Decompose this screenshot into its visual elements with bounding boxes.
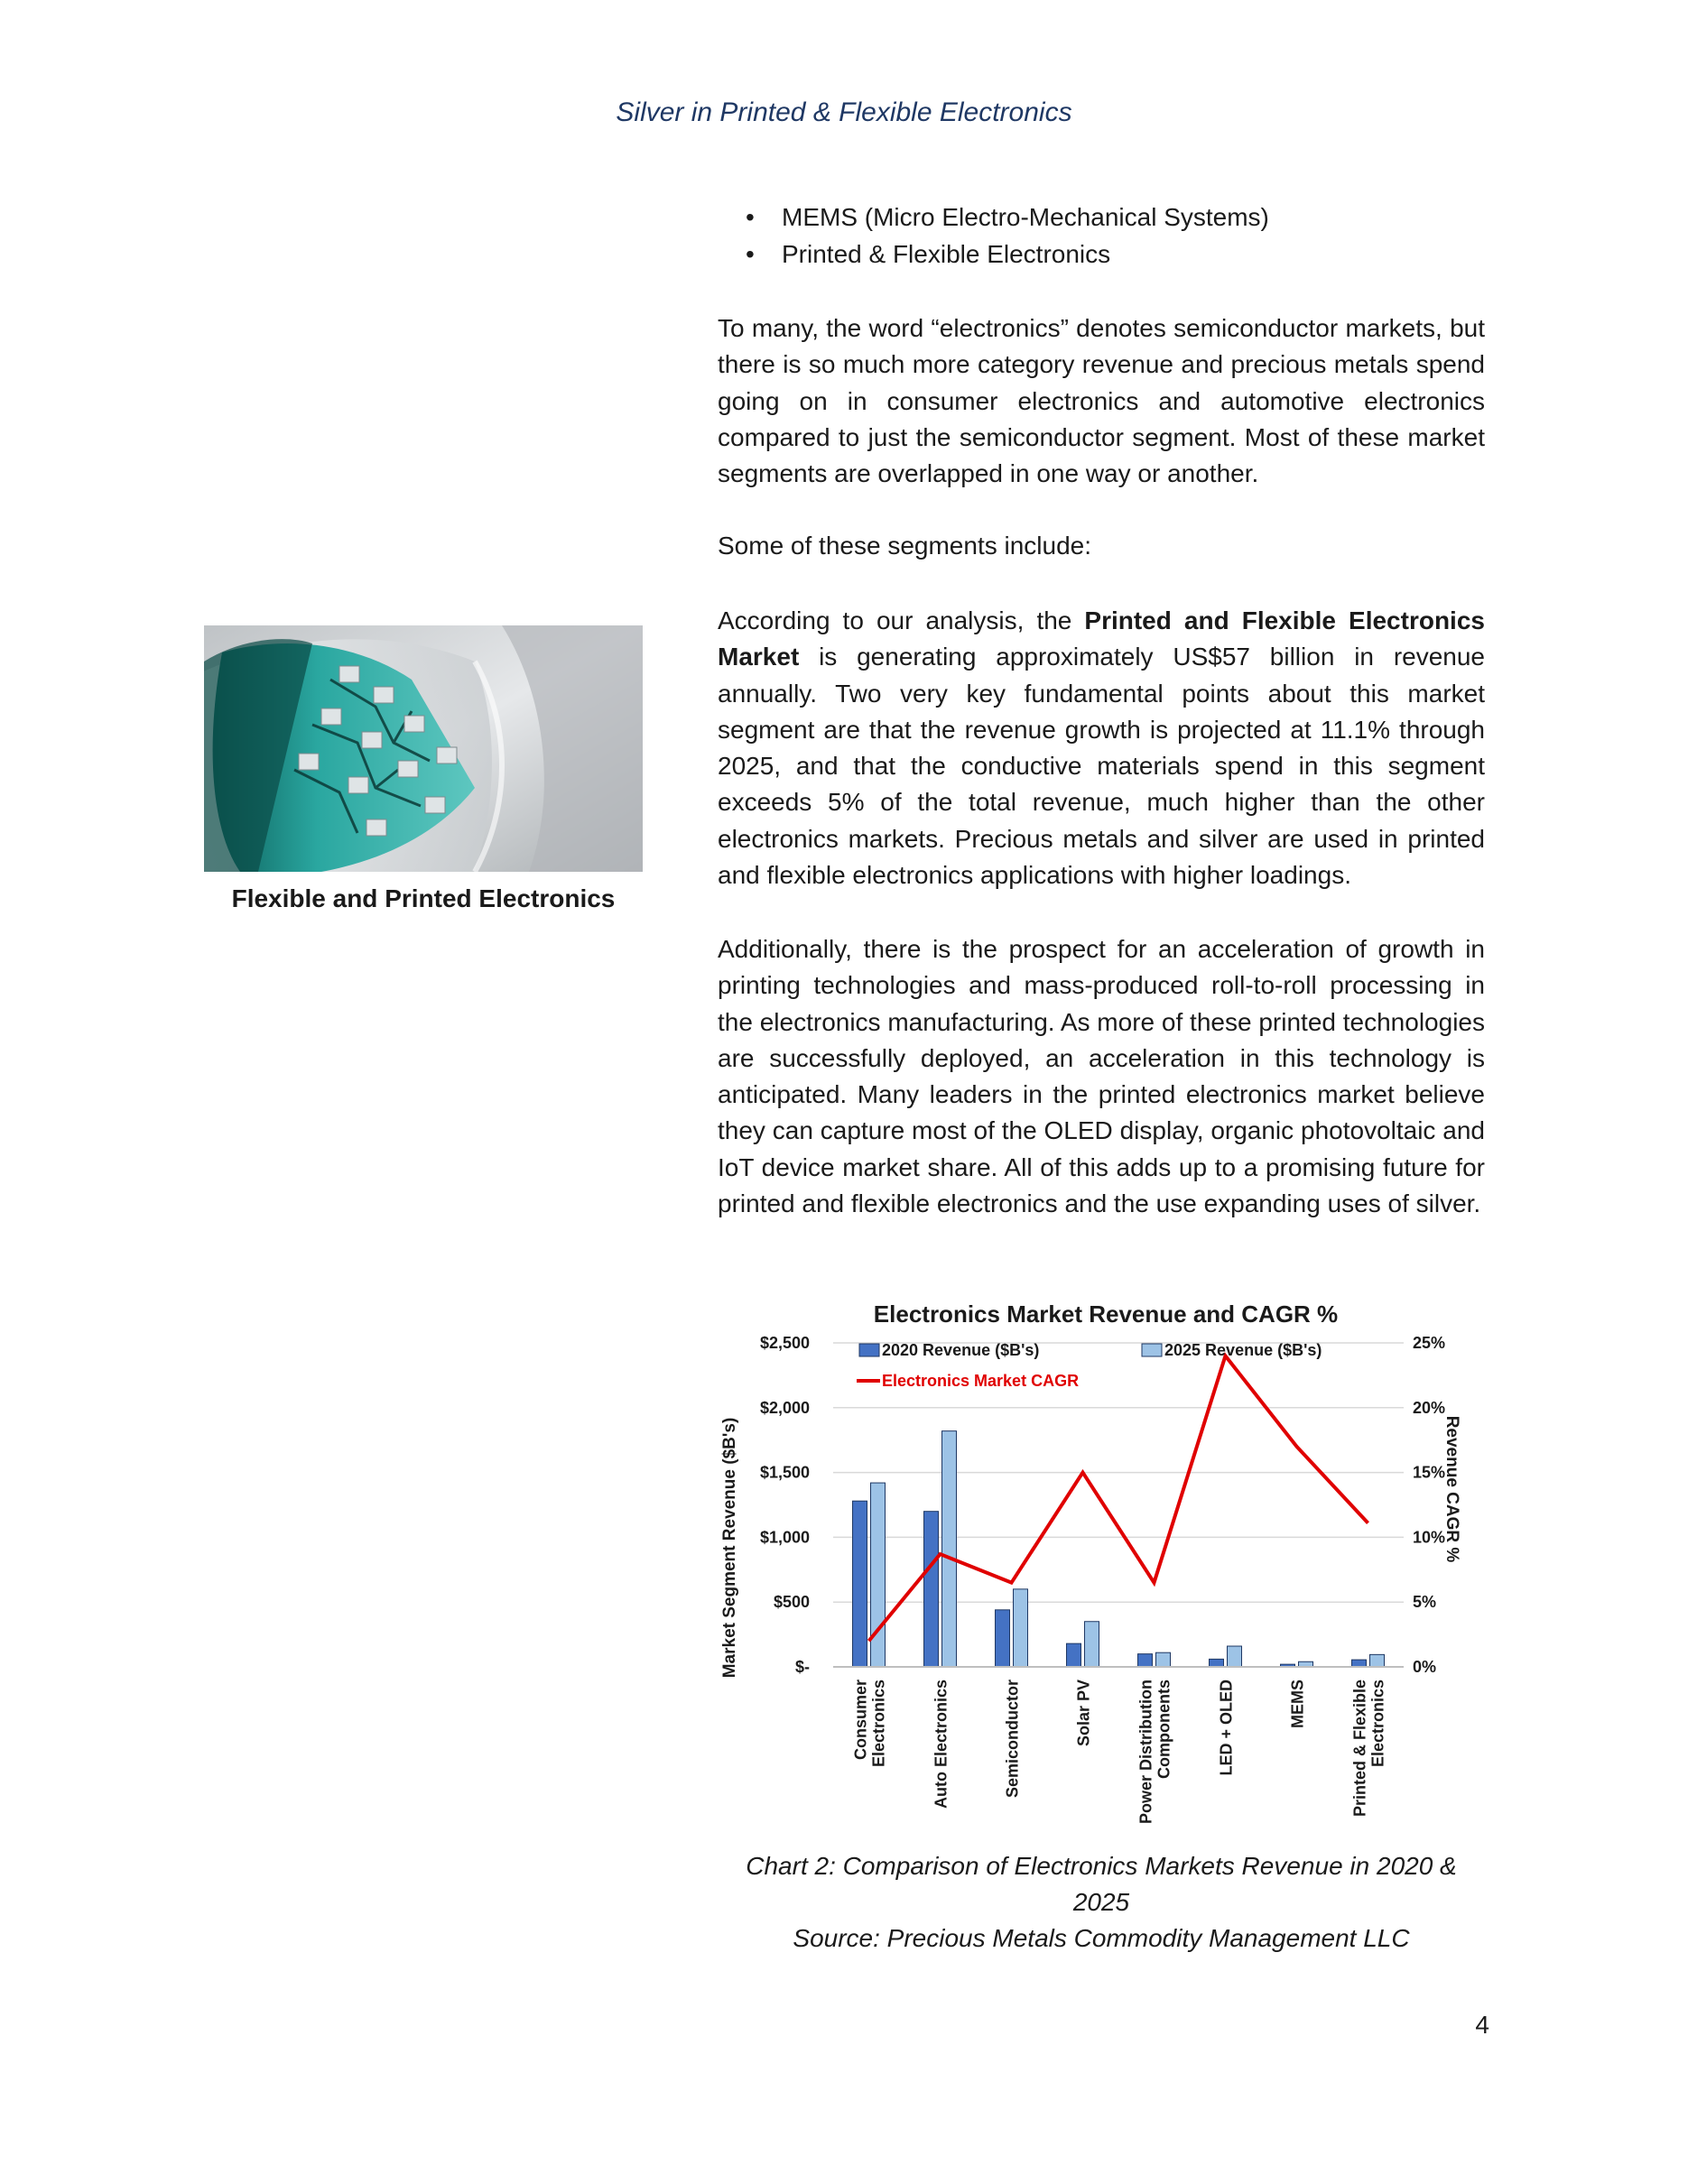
chart-caption-title: Chart 2: Comparison of Electronics Markets Revenue in 2020 & 2025 [746,1852,1457,1916]
bar-2020 [853,1501,867,1667]
y2-tick-label: 10% [1413,1528,1446,1547]
chart-caption-source: Source: Precious Metals Commodity Management LLC [793,1924,1410,1952]
legend-label-cagr: Electronics Market CAGR [882,1372,1080,1390]
photo-caption: Flexible and Printed Electronics [231,884,616,912]
x-category-label: LED + OLED [1217,1680,1236,1776]
legend-label-2020: 2020 Revenue ($B's) [882,1341,1040,1359]
y-axis-label: Market Segment Revenue ($B's) [720,1417,739,1679]
y-tick-label: $- [794,1658,810,1676]
bullet-item: • MEMS (Micro Electro-Mechanical Systems) [742,199,1500,236]
bar-2020 [1138,1654,1153,1667]
bar-2020 [996,1610,1010,1667]
bar-2025 [942,1431,957,1667]
x-category-label: Semiconductor [1003,1680,1022,1799]
bar-2025 [871,1483,886,1667]
bullet-item: • Printed & Flexible Electronics [742,236,1500,273]
x-category-label: Electronics [1368,1680,1387,1768]
chart-title: Electronics Market Revenue and CAGR % [873,1300,1339,1328]
bar-2025 [1228,1646,1242,1667]
paragraph-text: According to our analysis, the [718,606,1085,634]
y-tick-label: $1,500 [759,1463,810,1482]
x-category-label: Electronics [869,1680,888,1768]
chart-caption [718,1848,1485,1957]
bar-2020 [1352,1660,1367,1667]
legend-swatch-2025 [1142,1344,1162,1356]
y-tick-label: $500 [773,1593,810,1612]
chart-legend [857,1341,1322,1390]
flexible-electronics-photo [204,625,643,872]
legend-swatch-2020 [859,1344,879,1356]
bar-2025 [1156,1652,1171,1667]
bar-2020 [1067,1643,1081,1667]
flexible-circuit-illustration [204,625,643,872]
market-name-strong: Printed and Flexible Electronics Market [718,606,1485,671]
revenue-cagr-chart [718,1291,1494,1843]
page-number: 4 [1475,2011,1489,2039]
y2-tick-label: 25% [1413,1334,1446,1352]
segment-bullet-list [742,199,1500,273]
y-tick-label: $2,500 [759,1334,810,1352]
legend-label-2025: 2025 Revenue ($B's) [1164,1341,1322,1359]
paragraph-market-analysis [718,603,1485,893]
bar-2025 [1085,1622,1099,1667]
x-category-label: Auto Electronics [932,1680,951,1809]
bar-2025 [1014,1589,1028,1667]
y2-tick-label: 0% [1413,1658,1437,1676]
x-category-label: Power Distribution [1136,1680,1155,1825]
y-tick-label: $2,000 [759,1398,810,1417]
paragraph-segments-intro: Some of these segments include: [718,532,1092,560]
x-category-label: MEMS [1288,1680,1307,1728]
bar-2025 [1370,1654,1385,1667]
x-category-label: Solar PV [1074,1680,1093,1747]
y2-axis-label: Revenue CAGR % [1442,1415,1461,1563]
x-category-label: Printed & Flexible [1350,1680,1369,1818]
y2-tick-label: 20% [1413,1398,1446,1417]
bar-2020 [924,1512,939,1667]
paragraph-growth-outlook: Additionally, there is the prospect for an acceleration of growth in printing technologies and mass-produced roll-to-roll processing in the electronics manufacturing. As more of these printed technologies are successfully deployed, an acceleration in this technology is anticipated. Many leaders in the printed electronics market believe they can capture most of the OLED display, organic photovoltaic and IoT device market share. All of this adds up to a promising future for printed and flexible electronics and the use expanding uses of silver. [718,935,1485,1218]
bar-2020 [1210,1659,1224,1667]
x-category-label: Components [1155,1680,1173,1779]
x-category-label: Consumer [851,1680,870,1761]
paragraph-electronics-definition: To many, the word “electronics” denotes semiconductor markets, but there is so much more category revenue and precious metals spend going on in consumer electronics and automotive electronics compared to just the semiconductor segment. Most of these market segments are overlapped in one way or another. [718,314,1485,488]
y2-tick-label: 5% [1413,1593,1437,1612]
paragraph-text: is generating approximately US$57 billion in revenue annually. Two very key fundamental points about this market segment are that the revenue growth is projected at 11.1% through 2025, and that the conductive materials spend in this segment exceeds 5% of the total revenue, much higher than the other electronics markets. Precious metals and silver are used in printed and flexible electronics applications with higher loadings. [718,643,1485,890]
y2-tick-label: 15% [1413,1463,1446,1482]
chart-canvas [718,1291,1494,1843]
y-tick-label: $1,000 [759,1528,810,1547]
running-header: Silver in Printed & Flexible Electronics [616,97,1072,127]
